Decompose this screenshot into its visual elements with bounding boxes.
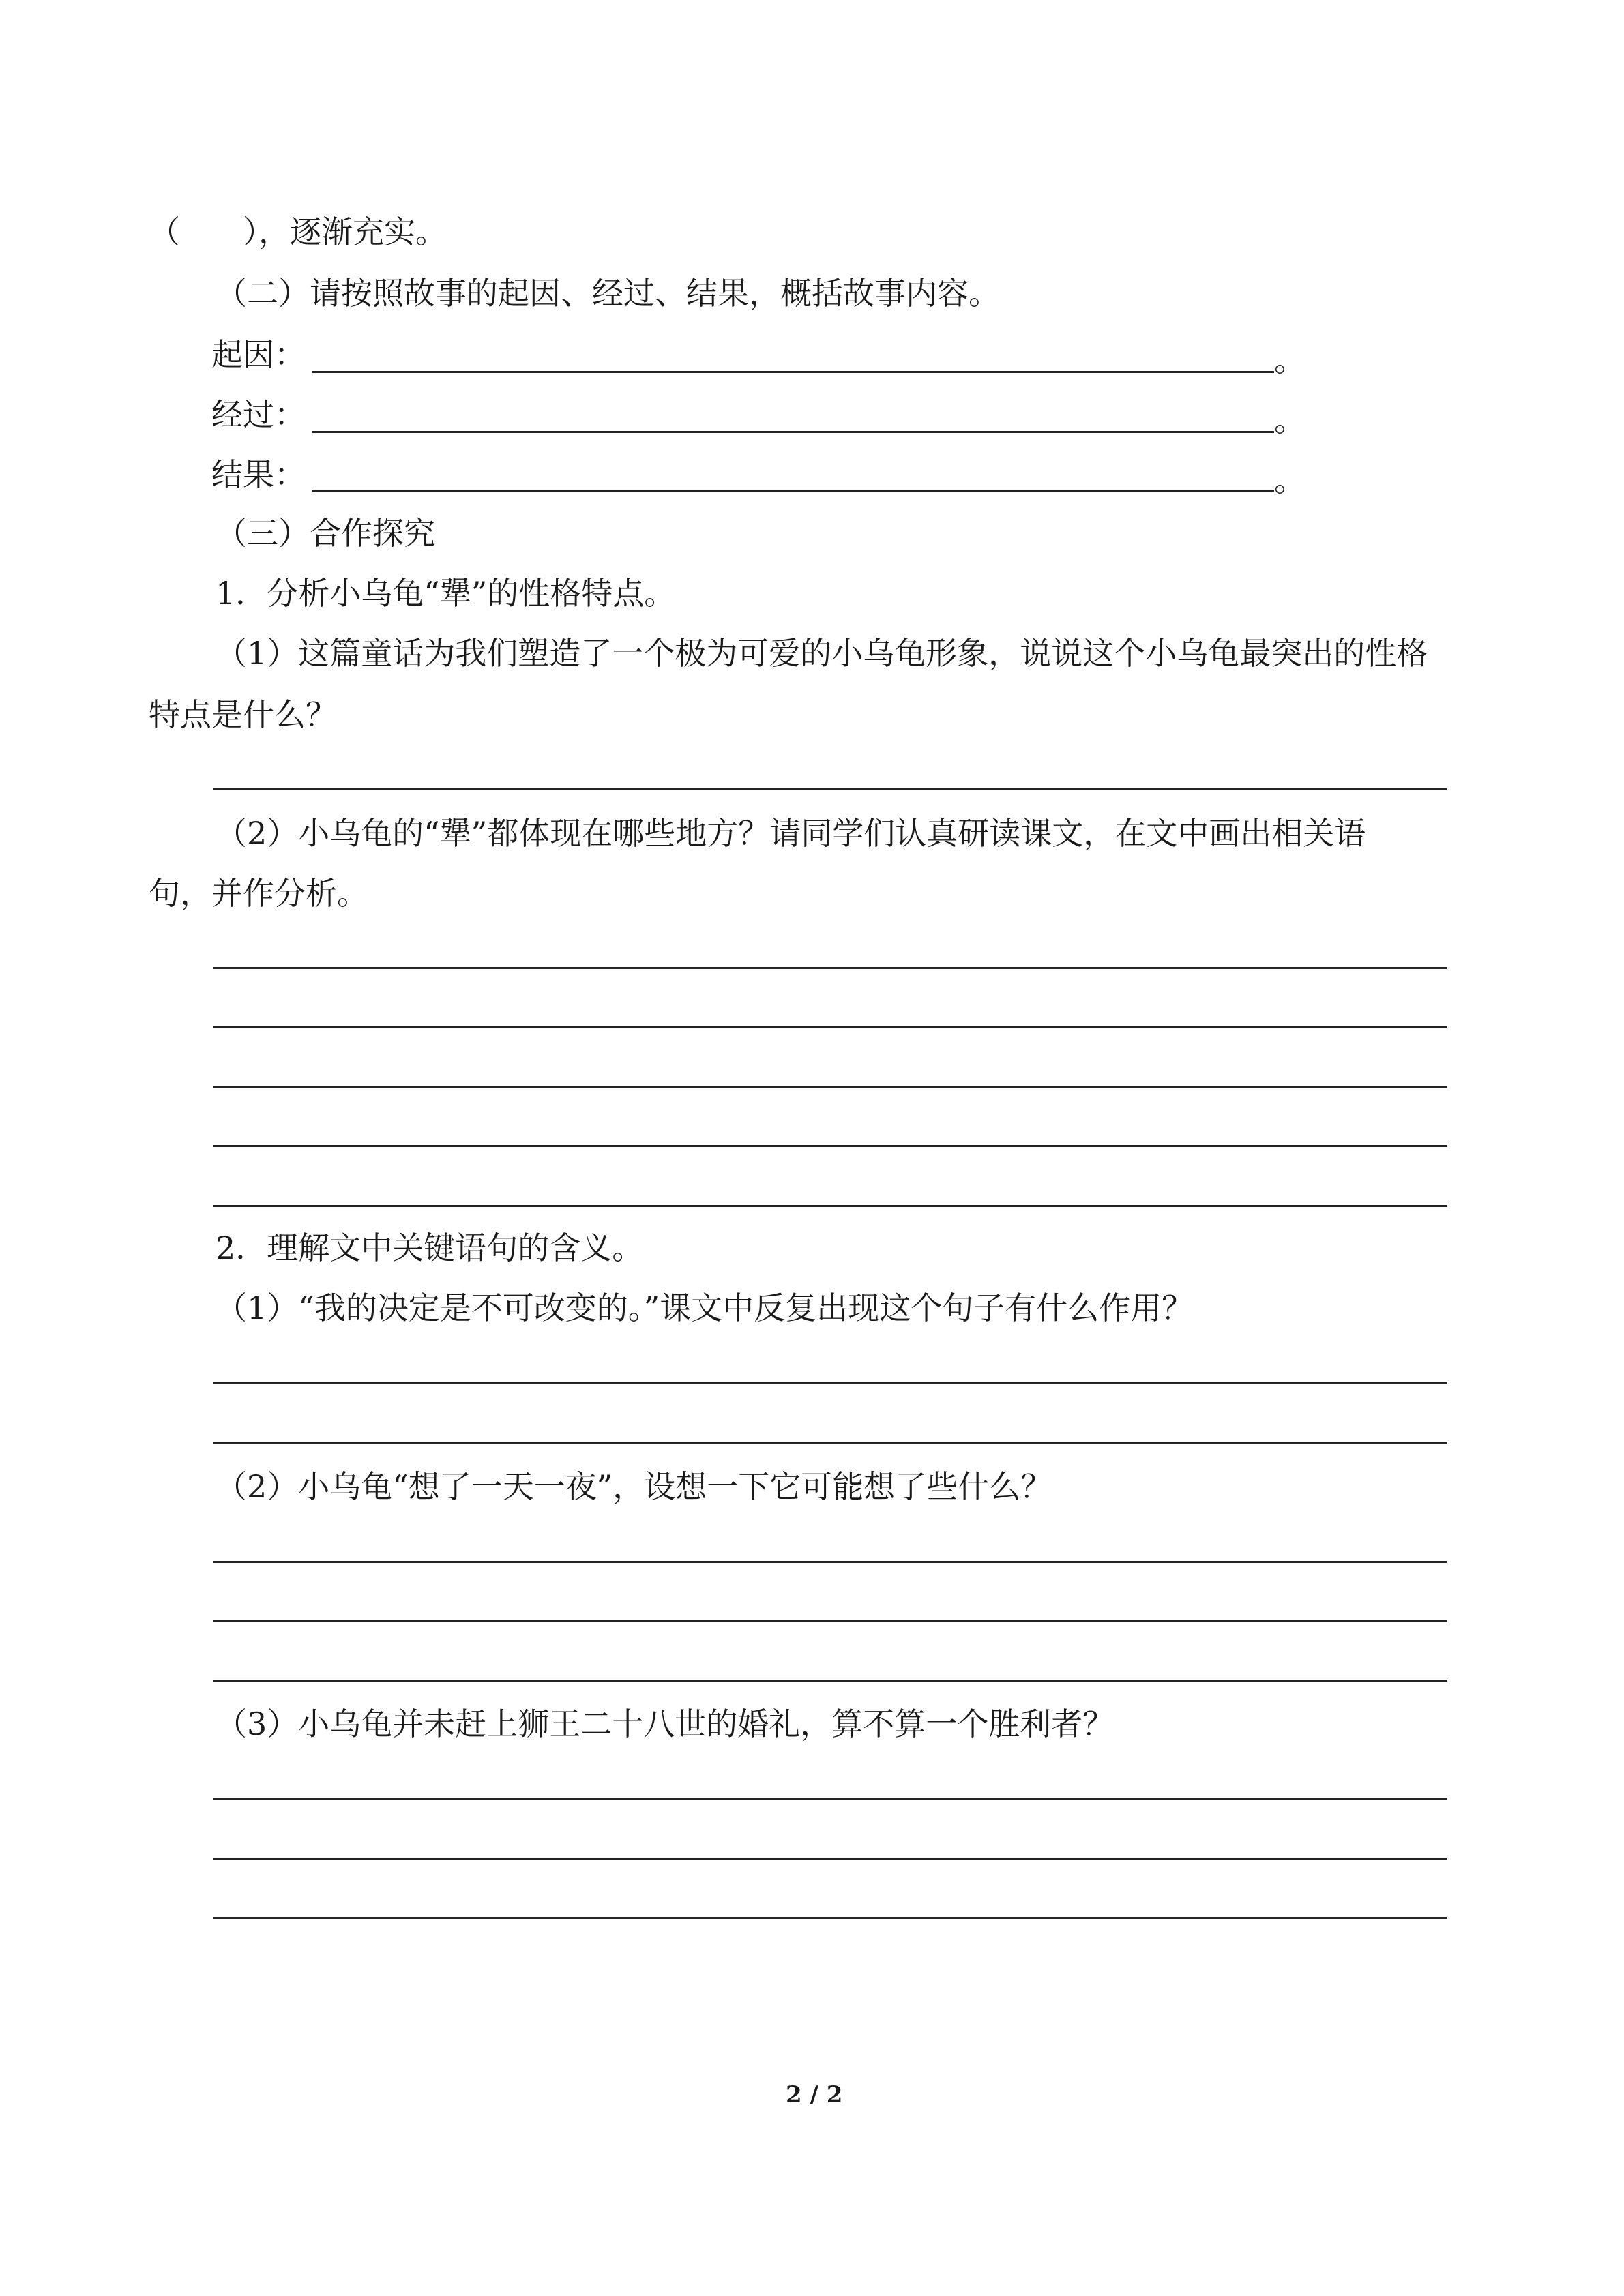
page-number: 2 / 2 bbox=[786, 2081, 843, 2108]
answer-line[interactable] bbox=[213, 1442, 1447, 1444]
process-period: 。 bbox=[1274, 402, 1305, 438]
section-two-heading: （二）请按照故事的起因、经过、结果，概括故事内容。 bbox=[216, 275, 1000, 312]
answer-line[interactable] bbox=[213, 1145, 1447, 1147]
section-three-heading: （三）合作探究 bbox=[216, 515, 435, 552]
question-1-2-line-a: （2）小乌龟的“犟”都体现在哪些地方？请同学们认真研读课文，在文中画出相关语 bbox=[216, 815, 1366, 852]
answer-line[interactable] bbox=[213, 1680, 1447, 1682]
question-2-1: （1）“我的决定是不可改变的。”课文中反复出现这个句子有什么作用？ bbox=[216, 1289, 1194, 1326]
question-2-2: （2）小乌龟“想了一天一夜”，设想一下它可能想了些什么？ bbox=[216, 1468, 1052, 1505]
question-1-2-line-b: 句，并作分析。 bbox=[149, 875, 368, 912]
question-2-heading: 2．理解文中关键语句的含义。 bbox=[216, 1229, 644, 1266]
result-label: 结果： bbox=[211, 456, 306, 493]
cause-answer-line[interactable] bbox=[312, 371, 1274, 373]
answer-line[interactable] bbox=[213, 1620, 1447, 1622]
question-2-3: （3）小乌龟并未赶上狮王二十八世的婚礼，算不算一个胜利者？ bbox=[216, 1705, 1114, 1742]
question-1-1-line-b: 特点是什么？ bbox=[149, 696, 337, 733]
cause-period: 。 bbox=[1274, 342, 1305, 378]
question-1-1-line-a: （1）这篇童话为我们塑造了一个极为可爱的小乌龟形象，说说这个小乌龟最突出的性格 bbox=[216, 635, 1428, 672]
answer-line[interactable] bbox=[213, 1382, 1447, 1384]
answer-line[interactable] bbox=[213, 1205, 1447, 1207]
cause-label: 起因： bbox=[211, 336, 306, 373]
answer-line[interactable] bbox=[213, 1026, 1447, 1028]
result-answer-line[interactable] bbox=[312, 490, 1274, 492]
answer-line[interactable] bbox=[213, 788, 1447, 790]
process-answer-line[interactable] bbox=[312, 431, 1274, 433]
result-period: 。 bbox=[1274, 462, 1305, 498]
answer-line[interactable] bbox=[213, 1798, 1447, 1800]
answer-line[interactable] bbox=[213, 1086, 1447, 1088]
answer-line[interactable] bbox=[213, 1561, 1447, 1563]
answer-line[interactable] bbox=[213, 1858, 1447, 1860]
process-label: 经过： bbox=[211, 396, 306, 433]
answer-line[interactable] bbox=[213, 1917, 1447, 1919]
text-line-fill-in: （ ），逐渐充实。 bbox=[149, 213, 447, 250]
answer-line[interactable] bbox=[213, 967, 1447, 969]
question-1-heading: 1．分析小乌龟“犟”的性格特点。 bbox=[216, 575, 676, 612]
